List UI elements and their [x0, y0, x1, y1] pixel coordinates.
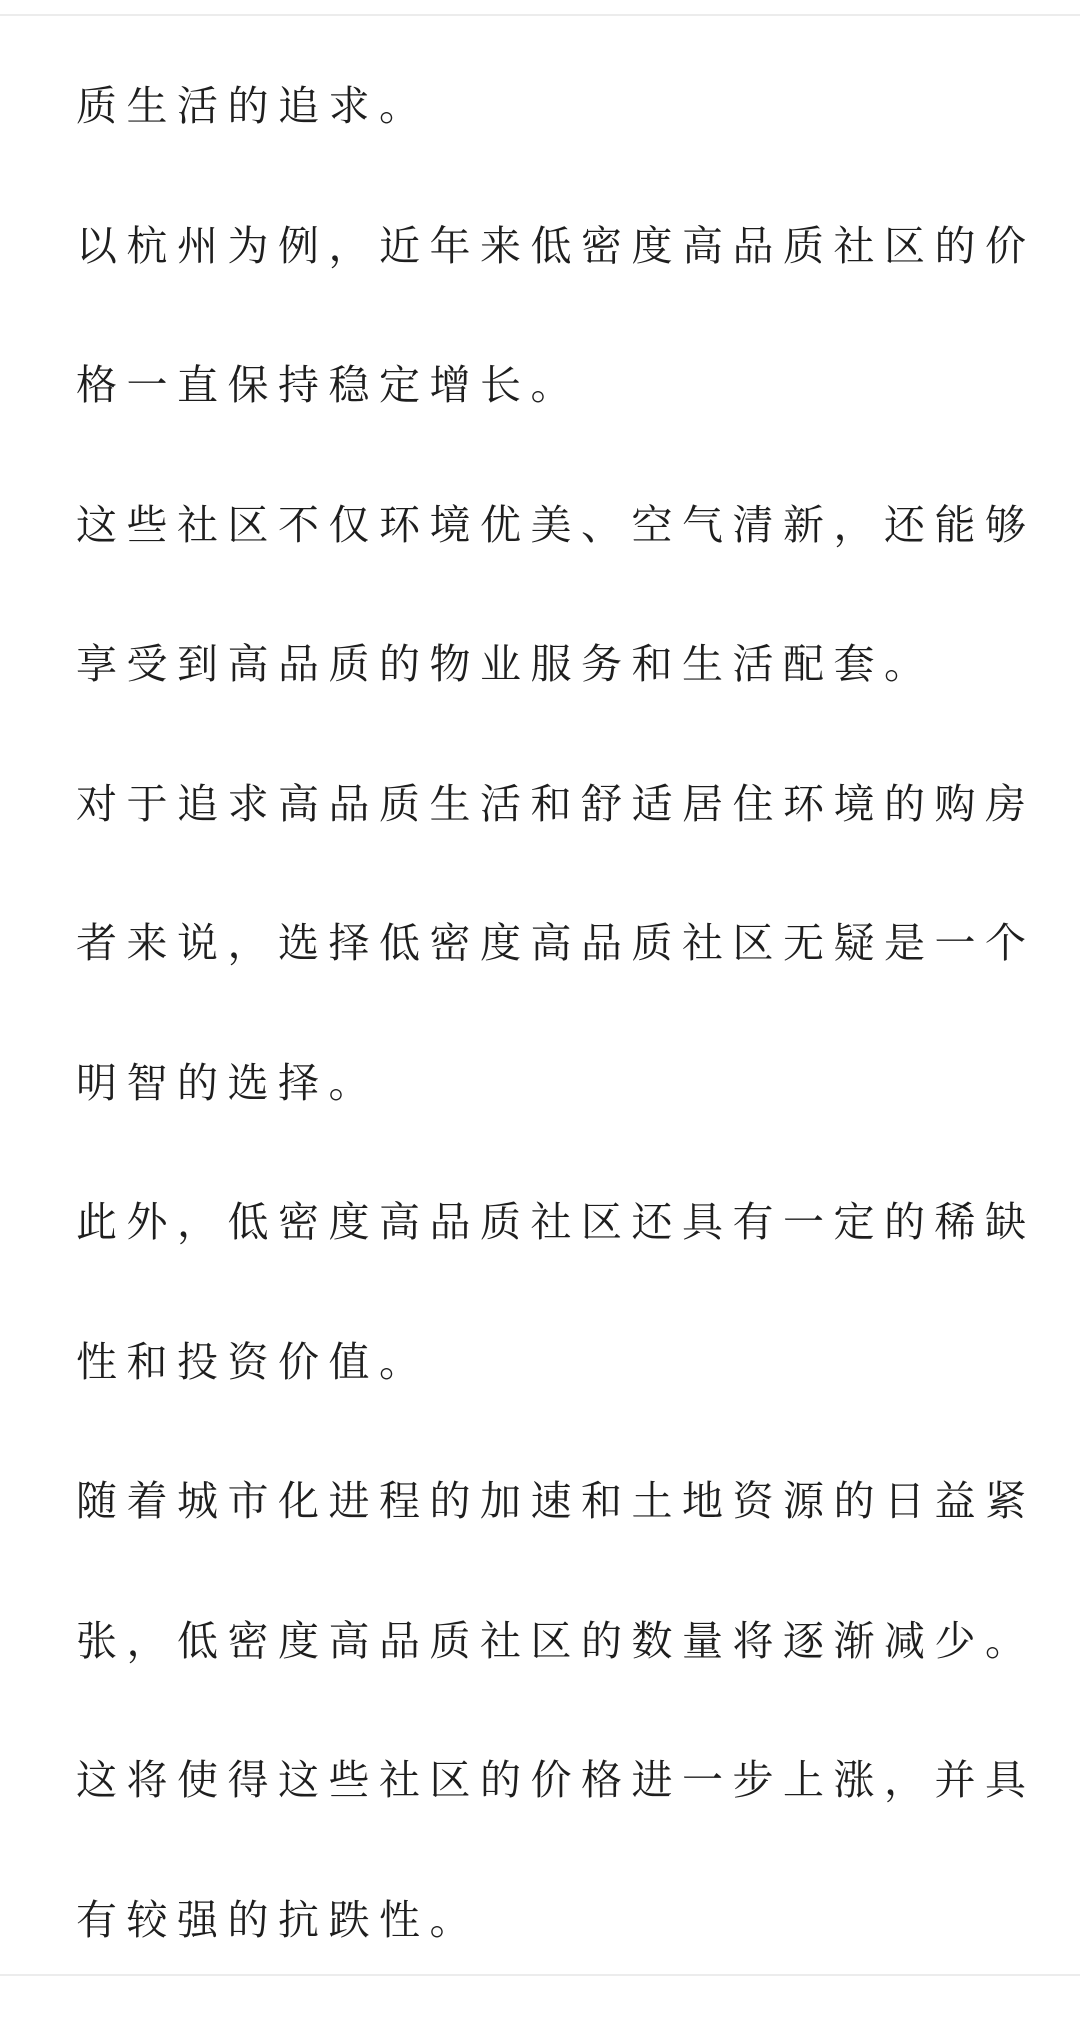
article-line: 享受到高品质的物业服务和生活配套。 [76, 624, 1006, 764]
article-line: 此外，低密度高品质社区还具有一定的稀缺 [76, 1182, 1006, 1322]
article-body [76, 66, 1006, 2019]
article-line: 张，低密度高品质社区的数量将逐渐减少。 [76, 1601, 1006, 1741]
bottom-divider [0, 1974, 1080, 1976]
article-line: 以杭州为例，近年来低密度高品质社区的价 [76, 206, 1006, 346]
article-line: 有较强的抗跌性。 [76, 1880, 1006, 2019]
article-line: 性和投资价值。 [76, 1322, 1006, 1462]
article-line: 随着城市化进程的加速和土地资源的日益紧 [76, 1461, 1006, 1601]
article-line: 这将使得这些社区的价格进一步上涨，并具 [76, 1740, 1006, 1880]
article-line: 对于追求高品质生活和舒适居住环境的购房 [76, 764, 1006, 904]
top-divider [0, 14, 1080, 16]
article-line: 格一直保持稳定增长。 [76, 345, 1006, 485]
article-line: 这些社区不仅环境优美、空气清新，还能够 [76, 485, 1006, 625]
article-line: 明智的选择。 [76, 1043, 1006, 1183]
article-line: 质生活的追求。 [76, 66, 1006, 206]
article-line: 者来说，选择低密度高品质社区无疑是一个 [76, 903, 1006, 1043]
